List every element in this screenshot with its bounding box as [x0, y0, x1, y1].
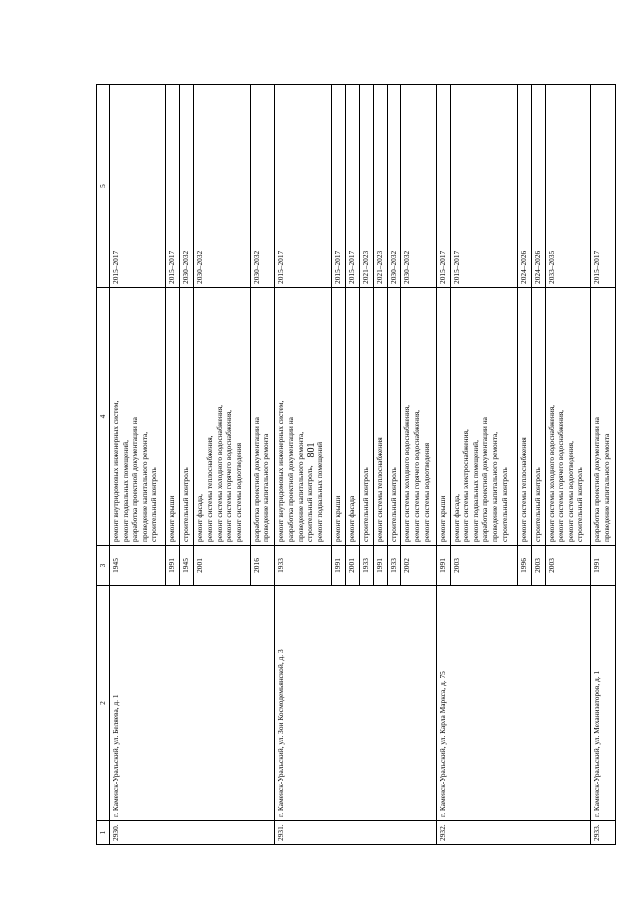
work-line: ремонт системы горячего водоснабжения,	[224, 409, 234, 542]
year-cell: 1991	[591, 546, 616, 586]
work-description-cell	[331, 288, 345, 546]
work-line: ремонт системы горячего водоснабжения,	[412, 409, 422, 542]
work-line: строительный контроль	[388, 467, 398, 542]
period-cell: 2030–2032	[194, 85, 250, 288]
work-line: разработка проектной документации на	[480, 417, 490, 542]
work-description-cell	[180, 288, 194, 546]
work-line: строительный контроль,	[305, 465, 315, 542]
year-cell: 1991	[166, 546, 180, 586]
year-cell: 1933	[387, 546, 401, 586]
column-number: 2	[97, 586, 110, 821]
year-cell: 2003	[531, 546, 545, 586]
work-line: ремонт системы водоотведения	[233, 442, 243, 542]
year-cell: 1991	[436, 546, 450, 586]
column-number: 1	[97, 821, 110, 845]
work-line: ремонт системы холодного водоснабжения,	[214, 405, 224, 542]
period-cell: 2021–2023	[373, 85, 387, 288]
column-number: 4	[97, 288, 110, 546]
year-cell: 2003	[545, 546, 591, 586]
period-cell: 2015–2017	[275, 85, 331, 288]
year-cell: 2001	[345, 546, 359, 586]
year-cell: 1991	[331, 546, 345, 586]
work-description-cell	[401, 288, 436, 546]
work-description-cell	[387, 288, 401, 546]
period-cell: 2030–2032	[387, 85, 401, 288]
period-cell: 2030–2032	[180, 85, 194, 288]
work-line: строительный контроль	[532, 467, 542, 542]
period-cell: 2033–2035	[545, 85, 591, 288]
repair-schedule-table	[96, 84, 616, 845]
work-line: разработка проектной документации на	[130, 417, 140, 542]
work-line: ремонт системы водоотведения	[421, 442, 431, 542]
work-line: ремонт крыши	[437, 495, 447, 542]
entry-address: г. Каменск-Уральский, ул. Беляева, д. 1	[110, 586, 275, 821]
work-line: строительный контроль	[360, 467, 370, 542]
work-description-cell	[545, 288, 591, 546]
period-cell: 2015–2017	[166, 85, 180, 288]
work-line: ремонт крыши	[332, 495, 342, 542]
work-line: ремонт крыши	[167, 495, 177, 542]
period-cell: 2015–2017	[591, 85, 616, 288]
work-line: строительный контроль	[499, 467, 509, 542]
entry-number: 2930.	[110, 821, 275, 845]
work-line: строительный контроль	[575, 467, 585, 542]
year-cell: 1991	[373, 546, 387, 586]
work-line: ремонт системы холодного водоснабжения,	[546, 405, 556, 542]
work-line: разработка проектной документации на	[251, 417, 261, 542]
column-number: 5	[97, 85, 110, 288]
work-line: ремонт подвальных помещений,	[120, 440, 130, 542]
table-row	[436, 85, 450, 845]
work-description-cell	[591, 288, 616, 546]
work-line: ремонт фасада,	[451, 494, 461, 542]
work-line: ремонт системы теплоснабжения	[374, 437, 384, 542]
entry-address: г. Каменск-Уральский, ул. Зои Космодемьянской, д. 3	[275, 586, 436, 821]
period-cell: 2024–2026	[517, 85, 531, 288]
work-line: ремонт системы теплоснабжения	[518, 437, 528, 542]
work-line: ремонт подвальных помещений,	[470, 440, 480, 542]
work-line: разработка проектной документации на	[592, 417, 602, 542]
work-line: ремонт внутридомовых инженерных систем,	[276, 400, 286, 542]
entry-number: 2932.	[436, 821, 591, 845]
year-cell: 1945	[180, 546, 194, 586]
work-line: проведение капитального ремонта	[601, 433, 611, 542]
work-description-cell	[450, 288, 517, 546]
work-description-cell	[275, 288, 331, 546]
work-description-cell	[436, 288, 450, 546]
work-line: ремонт системы теплоснабжения,	[204, 435, 214, 542]
work-line: ремонт внутридомовых инженерных систем,	[111, 400, 120, 542]
period-cell: 2015–2017	[110, 85, 166, 288]
work-description-cell	[531, 288, 545, 546]
work-description-cell	[373, 288, 387, 546]
period-cell: 2015–2017	[450, 85, 517, 288]
work-description-cell	[110, 288, 166, 546]
period-cell: 2024–2026	[531, 85, 545, 288]
year-cell: 2001	[194, 546, 250, 586]
work-line: строительный контроль	[149, 467, 159, 542]
year-cell: 1945	[110, 546, 166, 586]
work-line: ремонт системы холодного водоснабжения,	[402, 405, 412, 542]
period-cell: 2030–2032	[401, 85, 436, 288]
work-description-cell	[345, 288, 359, 546]
entry-number: 2931.	[275, 821, 436, 845]
work-line: ремонт фасада,	[195, 494, 205, 542]
period-cell: 2021–2023	[359, 85, 373, 288]
table-row	[591, 85, 616, 845]
repair-schedule-table-wrapper	[96, 85, 616, 845]
work-line: проведение капитального ремонта,	[139, 431, 149, 542]
year-cell: 2016	[250, 546, 275, 586]
work-description-cell	[194, 288, 250, 546]
period-cell: 2030–2032	[250, 85, 275, 288]
work-line: строительный контроль	[181, 467, 191, 542]
year-cell: 1933	[275, 546, 331, 586]
year-cell: 2002	[401, 546, 436, 586]
work-description-cell	[359, 288, 373, 546]
work-line: ремонт системы водоотведения,	[565, 441, 575, 542]
period-cell: 2015–2017	[345, 85, 359, 288]
table-body	[110, 85, 616, 845]
entry-address: г. Каменск-Уральский, ул. Карла Маркса, д. 75	[436, 586, 591, 821]
column-number-row	[97, 85, 110, 845]
work-line: ремонт фасада	[346, 495, 356, 542]
table-row	[110, 85, 166, 845]
column-number: 3	[97, 546, 110, 586]
work-line: ремонт системы горячего водоснабжения,	[556, 409, 566, 542]
work-line: ремонт системы электроснабжения,	[461, 429, 471, 542]
work-line: ремонт подвальных помещений	[314, 441, 324, 542]
year-cell: 2003	[450, 546, 517, 586]
work-description-cell	[250, 288, 275, 546]
year-cell: 1996	[517, 546, 531, 586]
period-cell: 2015–2017	[436, 85, 450, 288]
work-line: проведение капитального ремонта,	[295, 431, 305, 542]
work-line: проведение капитального ремонта	[261, 433, 271, 542]
work-line: разработка проектной документации на	[285, 417, 295, 542]
page-number: 801	[306, 442, 317, 458]
work-description-cell	[517, 288, 531, 546]
period-cell: 2015–2017	[331, 85, 345, 288]
work-description-cell	[166, 288, 180, 546]
entry-address: г. Каменск-Уральский, ул. Механизаторов, д. 1	[591, 586, 616, 821]
work-line: проведение капитального ремонта,	[489, 431, 499, 542]
table-row	[275, 85, 331, 845]
entry-number: 2933.	[591, 821, 616, 845]
year-cell: 1933	[359, 546, 373, 586]
